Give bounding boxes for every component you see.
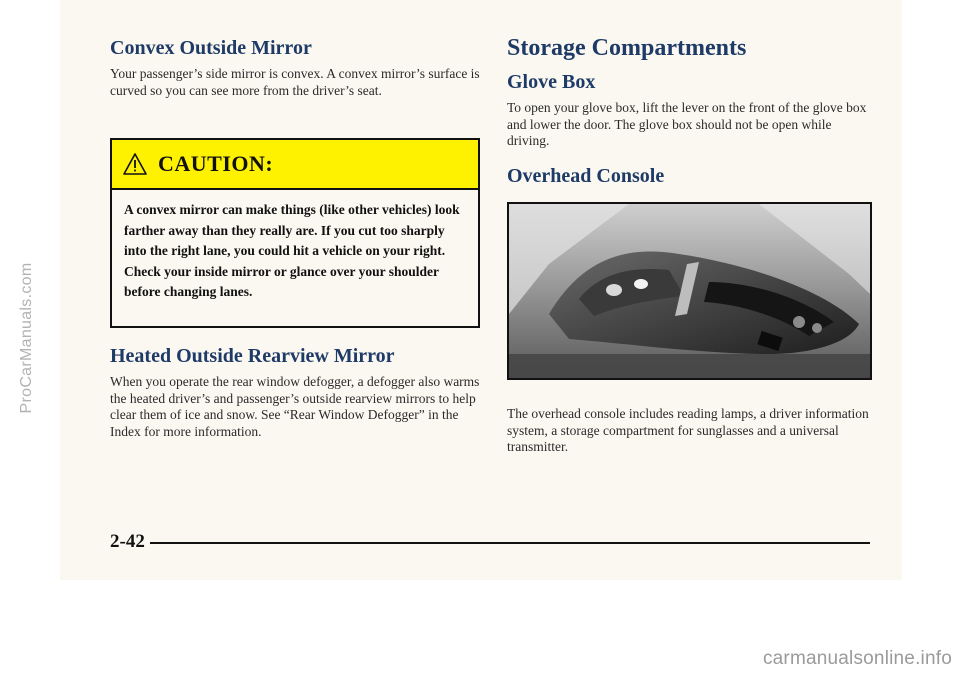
warning-triangle-icon <box>122 152 148 176</box>
page-number: 2-42 <box>110 531 145 552</box>
caution-text: A convex mirror can make things (like other vehicles) look farther away than they really are. If you cut too sharply into the right lane, you could hit a vehicle on your right. Check your inside mirror or glance over your shoulder before changing lanes. <box>124 202 460 299</box>
right-column <box>507 34 877 188</box>
caution-box <box>110 138 480 328</box>
storage-compartments-heading: Storage Compartments <box>507 35 747 61</box>
left-column <box>110 36 480 99</box>
heated-mirror-heading: Heated Outside Rearview Mirror <box>110 345 395 367</box>
convex-mirror-text: Your passenger’s side mirror is convex. A convex mirror’s surface is curved so you can see more from the driver’s seat. <box>110 66 480 98</box>
overhead-console-illustration <box>509 204 870 378</box>
heated-mirror-section <box>110 344 480 440</box>
caution-title: CAUTION: <box>158 151 274 176</box>
overhead-console-photo <box>507 202 872 380</box>
side-watermark-text: ProCarManuals.com <box>18 262 35 414</box>
overhead-console-text: The overhead console includes reading lamps, a driver information system, a storage compartment for sunglasses and a universal transmitter. <box>507 406 869 454</box>
convex-mirror-heading: Convex Outside Mirror <box>110 37 312 59</box>
caution-header <box>112 140 478 190</box>
glove-box-text: To open your glove box, lift the lever on the front of the glove box and lower the door. The glove box should not be open while driving. <box>507 100 867 148</box>
overhead-console-section <box>507 406 877 456</box>
overhead-console-heading: Overhead Console <box>507 164 665 187</box>
footer-rule <box>150 542 870 544</box>
side-watermark <box>16 0 38 676</box>
bottom-watermark: carmanualsonline.info <box>762 648 952 669</box>
glove-box-heading: Glove Box <box>507 71 596 93</box>
heated-mirror-text: When you operate the rear window defogger, a defogger also warms the heated driver’s and passenger’s outside rearview mirrors to help clear them of ice and snow. See “Rear Window Defogger” in the Index for more information. <box>110 374 480 439</box>
